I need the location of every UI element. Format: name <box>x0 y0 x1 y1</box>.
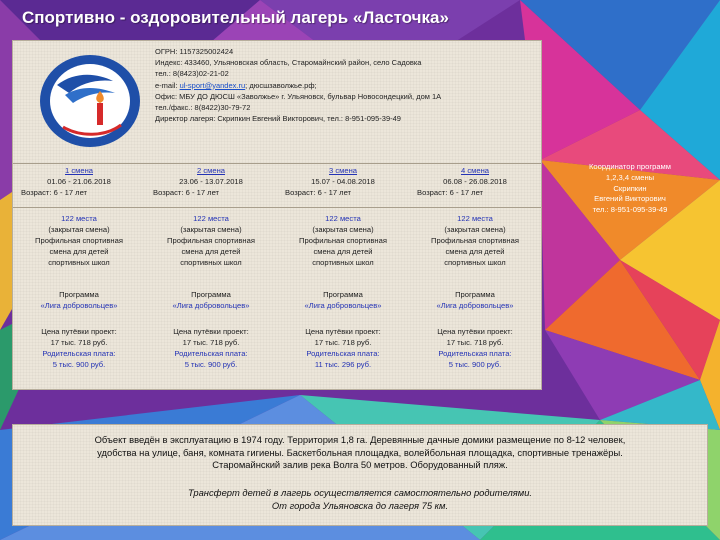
shift-profile: спортивных школ <box>180 258 242 267</box>
phone-text: тел.: 8(8423)02-21-02 <box>155 69 229 79</box>
camp-logo-icon <box>35 51 145 151</box>
parent-fee-label: Родительская плата: <box>306 349 380 358</box>
shift-profile: Профильная спортивная <box>35 236 123 245</box>
shift-column-3 <box>277 165 409 389</box>
coordinator-phone: тел.: 8-951-095-39-49 <box>592 205 668 215</box>
shift-profile: Профильная спортивная <box>431 236 519 245</box>
shift-profile: Профильная спортивная <box>299 236 387 245</box>
shift-places: 122 места <box>325 214 361 223</box>
shift-profile: смена для детей <box>181 247 241 256</box>
shift-column-4 <box>409 165 541 389</box>
program-name: «Лига добровольцев» <box>304 301 382 310</box>
shift-closed: (закрытая смена) <box>312 225 374 234</box>
shift-profile: спортивных школ <box>312 258 374 267</box>
program-label: Программа <box>191 290 231 299</box>
camp-info-panel <box>12 40 542 390</box>
price-label: Цена путёвки проект: <box>305 327 381 336</box>
divider-top <box>13 163 541 164</box>
shift-dates: 01.06 - 21.06.2018 <box>47 177 111 186</box>
shift-profile: смена для детей <box>49 247 109 256</box>
price-value: 17 тыс. 718 руб. <box>314 338 372 347</box>
office-text: Офис: МБУ ДО ДЮСШ «Заволжье» г. Ульяновск, бульвар Новосондецкий, дом 1А <box>155 91 442 101</box>
address-text: Индекс: 433460, Ульяновская область, Старомайнский район, село Садовка <box>155 58 422 68</box>
coordinator-shifts: 1,2,3,4 смены <box>605 172 655 182</box>
parent-fee-label: Родительская плата: <box>174 349 248 358</box>
price-value: 17 тыс. 718 руб. <box>50 338 108 347</box>
shift-profile: спортивных школ <box>444 258 506 267</box>
program-label: Программа <box>323 290 363 299</box>
description-line: Старомайнский залив река Волга 50 метров. Оборудованный пляж. <box>212 459 508 471</box>
program-name: «Лига добровольцев» <box>40 301 118 310</box>
parent-fee-value: 5 тыс. 900 руб. <box>184 360 238 369</box>
shift-title: 4 смена <box>461 166 489 175</box>
shift-age: Возраст: 6 - 17 лет <box>21 188 88 197</box>
contacts-line <box>155 80 535 91</box>
coordinator-surname: Скрипкин <box>613 183 647 193</box>
ogrn-text: ОГРН: 1157325002424 <box>155 47 234 56</box>
price-label: Цена путёвки проект: <box>41 327 117 336</box>
transfer-note: Трансферт детей в лагерь осуществляется самостоятельно родителями. <box>187 486 533 498</box>
shift-profile: смена для детей <box>313 247 373 256</box>
description-line: Объект введён в эксплуатацию в 1974 году. Территория 1,8 га. Деревянные дачные домики размещение по 8-12 человек, <box>94 434 626 445</box>
facility-description-panel <box>12 424 708 526</box>
parent-fee-value: 5 тыс. 900 руб. <box>52 360 106 369</box>
coordinator-info <box>560 162 700 216</box>
shift-age: Возраст: 6 - 17 лет <box>417 188 484 197</box>
shift-dates: 23.06 - 13.07.2018 <box>179 177 243 186</box>
shift-places: 122 места <box>457 214 493 223</box>
email-label: e-mail: <box>155 80 180 90</box>
shift-column-1 <box>13 165 145 389</box>
parent-fee-label: Родительская плата: <box>438 349 512 358</box>
shift-title: 1 смена <box>65 166 93 175</box>
shift-places: 122 места <box>61 214 97 223</box>
director-text: Директор лагеря: Скрипкин Евгений Викторович, тел.: 8-951-095-39-49 <box>155 114 401 124</box>
site-text: ; дюсшзаволжье.рф; <box>245 80 317 90</box>
parent-fee-label: Родительская плата: <box>42 349 116 358</box>
email-link[interactable]: ul-sport@yandex.ru <box>179 80 246 90</box>
price-label: Цена путёвки проект: <box>437 327 513 336</box>
shift-closed: (закрытая смена) <box>180 225 242 234</box>
shift-dates: 15.07 - 04.08.2018 <box>311 177 375 186</box>
page-title: Спортивно - оздоровительный лагерь «Ласточка» <box>22 8 449 27</box>
program-name: «Лига добровольцев» <box>436 301 514 310</box>
shift-column-2 <box>145 165 277 389</box>
shift-profile: спортивных школ <box>48 258 110 267</box>
shift-closed: (закрытая смена) <box>48 225 110 234</box>
program-name: «Лига добровольцев» <box>172 301 250 310</box>
shift-closed: (закрытая смена) <box>444 225 506 234</box>
program-label: Программа <box>455 290 495 299</box>
shift-places: 122 места <box>193 214 229 223</box>
shift-profile: Профильная спортивная <box>167 236 255 245</box>
shift-profile: смена для детей <box>445 247 505 256</box>
distance-note: От города Ульяновска до лагеря 75 км. <box>271 499 449 511</box>
shift-dates: 06.08 - 26.08.2018 <box>443 177 507 186</box>
coordinator-title: Координатор программ <box>588 162 671 171</box>
description-line: удобства на улице, баня, комната гигиены. Баскетбольная площадка, волейбольная площадка, спортивные тренажёры. <box>97 446 623 458</box>
price-value: 17 тыс. 718 руб. <box>446 338 504 347</box>
shift-age: Возраст: 6 - 17 лет <box>153 188 220 197</box>
price-label: Цена путёвки проект: <box>173 327 249 336</box>
parent-fee-value: 11 тыс. 296 руб. <box>314 360 372 369</box>
program-label: Программа <box>59 290 99 299</box>
price-value: 17 тыс. 718 руб. <box>182 338 240 347</box>
shift-age: Возраст: 6 - 17 лет <box>285 188 352 197</box>
shift-title: 3 смена <box>329 166 357 175</box>
shift-title: 2 смена <box>197 166 225 175</box>
coordinator-name: Евгений Викторович <box>594 194 666 204</box>
fax-text: тел./факс.: 8(8422)30-79-72 <box>155 103 251 113</box>
parent-fee-value: 5 тыс. 900 руб. <box>448 360 502 369</box>
